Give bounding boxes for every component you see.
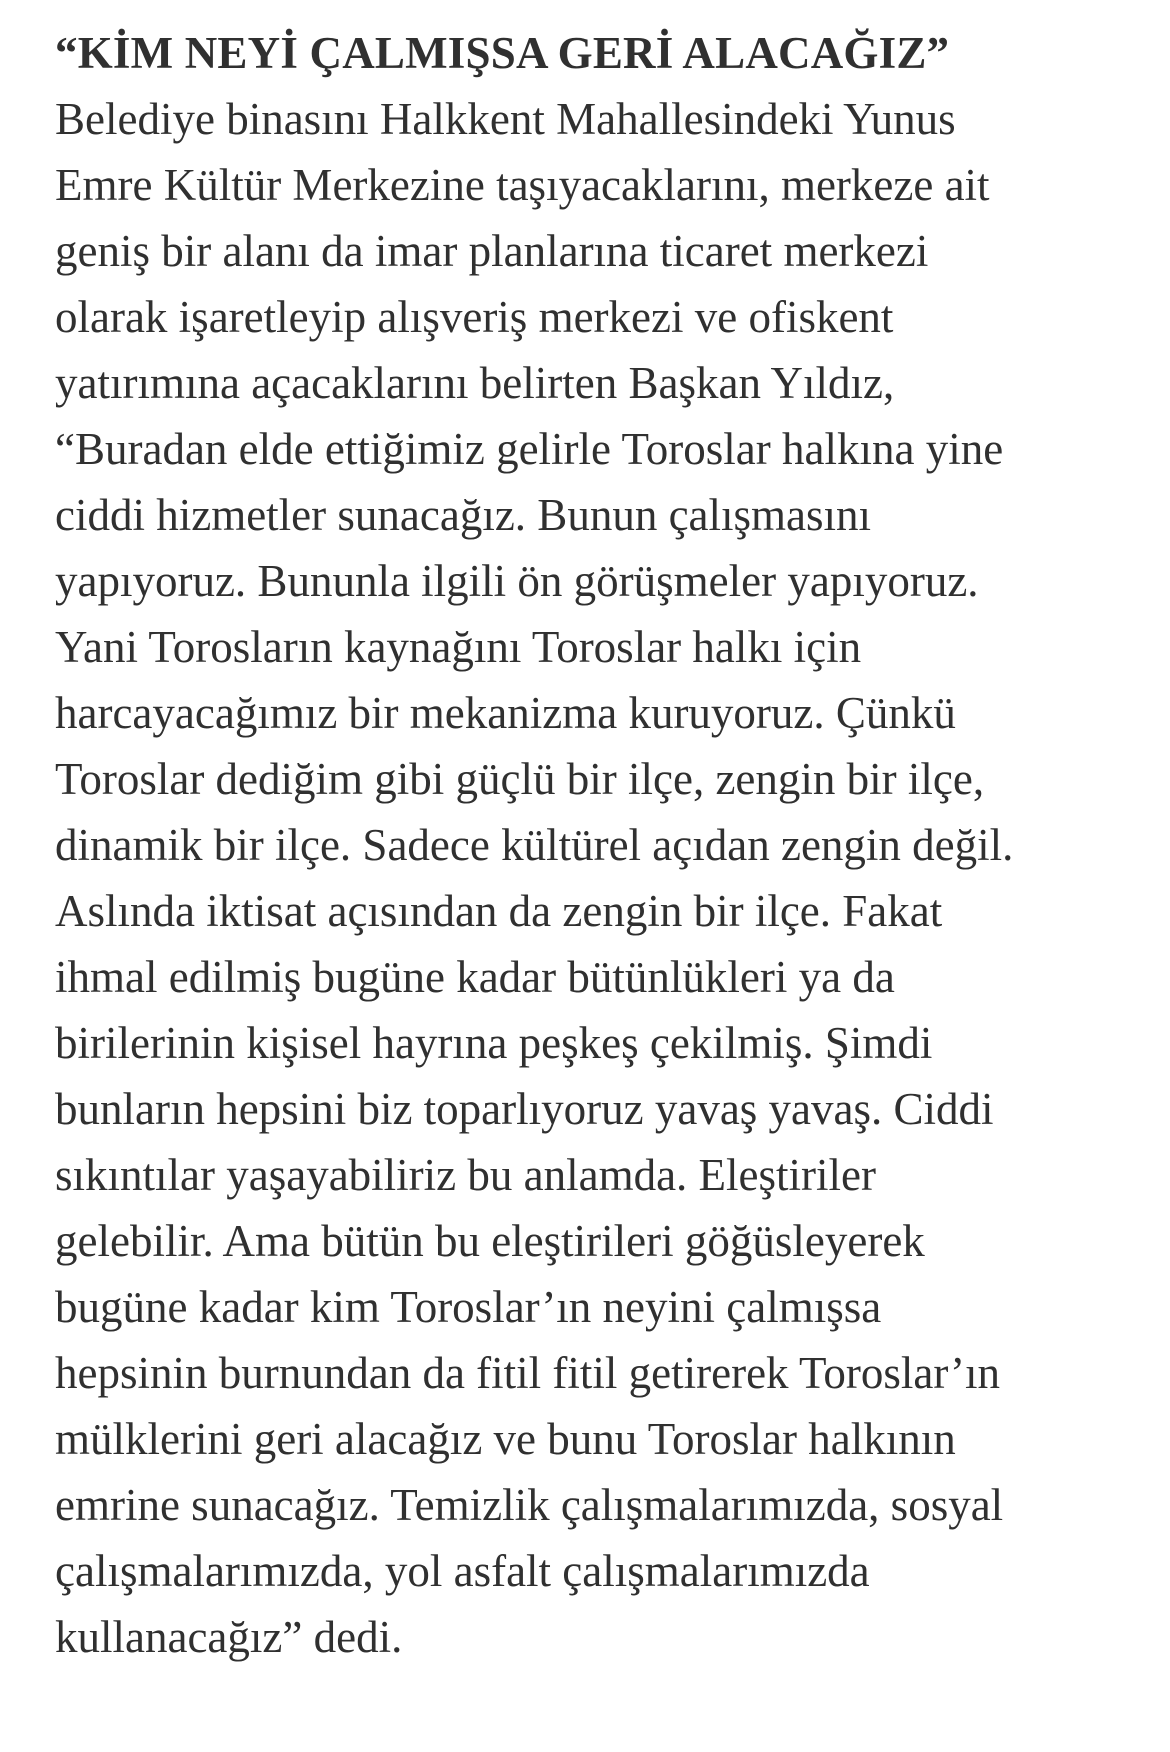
article-body [55,86,1140,1670]
article-body-line: Yani Torosların kaynağını Toroslar halkı için [55,622,862,672]
article-body-line: bugüne kadar kim Toroslar’ın neyini çalmışsa [55,1282,882,1332]
article-body-line: Emre Kültür Merkezine taşıyacaklarını, merkeze ait [55,160,990,210]
article-body-line: bunların hepsini biz toparlıyoruz yavaş yavaş. Ciddi [55,1084,994,1134]
article-body-line: yapıyoruz. Bununla ilgili ön görüşmeler yapıyoruz. [55,556,979,606]
article-body-line: ciddi hizmetler sunacağız. Bunun çalışmasını [55,490,872,540]
article-body-line: gelebilir. Ama bütün bu eleştirileri göğüsleyerek [55,1216,925,1266]
article-body-line: harcayacağımız bir mekanizma kuruyoruz. Çünkü [55,688,956,738]
article-body-line: Toroslar dediğim gibi güçlü bir ilçe, zengin bir ilçe, [55,754,985,804]
article-body-line: dinamik bir ilçe. Sadece kültürel açıdan zengin değil. [55,820,1014,870]
article-body-line: yatırımına açacaklarını belirten Başkan Yıldız, [55,358,895,408]
article-body-line: çalışmalarımızda, yol asfalt çalışmalarımızda [55,1546,870,1596]
article-body-line: geniş bir alanı da imar planlarına ticaret merkezi [55,226,929,276]
article-body-line: olarak işaretleyip alışveriş merkezi ve ofiskent [55,292,894,342]
article-body-line: mülklerini geri alacağız ve bunu Toroslar halkının [55,1414,956,1464]
article-body-line: ihmal edilmiş bugüne kadar bütünlükleri ya da [55,952,895,1002]
article-body-line: sıkıntılar yaşayabiliriz bu anlamda. Eleştiriler [55,1150,876,1200]
article-body-line: kullanacağız” dedi. [55,1612,403,1662]
article-body-line: Belediye binasını Halkkent Mahallesindeki Yunus [55,94,956,144]
article-body-line: Aslında iktisat açısından da zengin bir ilçe. Fakat [55,886,943,936]
article-body-line: birilerinin kişisel hayrına peşkeş çekilmiş. Şimdi [55,1018,933,1068]
article-body-line: “Buradan elde ettiğimiz gelirle Toroslar halkına yine [55,424,1004,474]
article-body-line: hepsinin burnundan da fitil fitil getirerek Toroslar’ın [55,1348,1000,1398]
article-body-line: emrine sunacağız. Temizlik çalışmalarımızda, sosyal [55,1480,1004,1530]
article-headline: “KİM NEYİ ÇALMIŞSA GERİ ALACAĞIZ” [55,28,950,78]
